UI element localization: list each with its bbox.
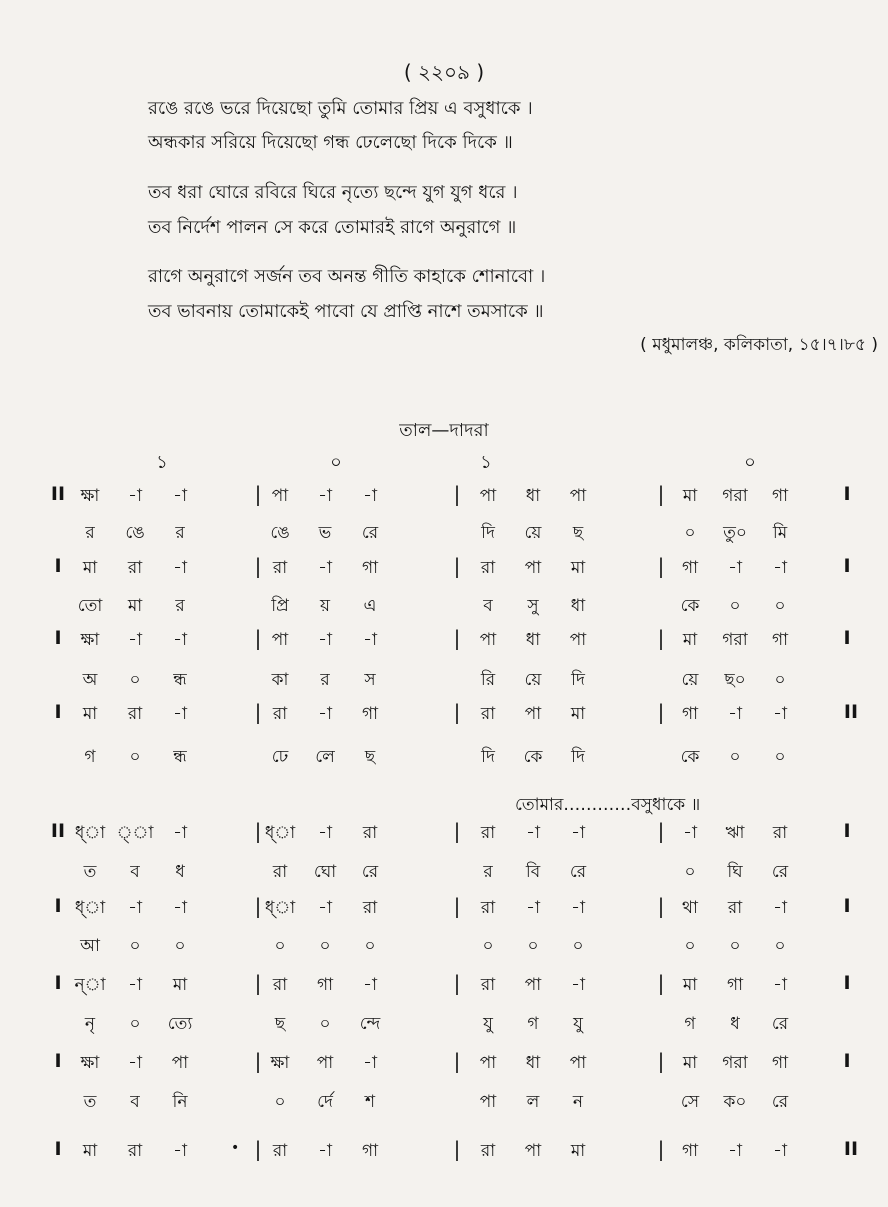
bar-line-start: II [50,820,66,842]
note-cell: ক্ষা [80,1053,100,1073]
lyric-syllable: ০ [174,936,186,956]
beat-separator: | [453,1049,461,1073]
note-cell: -া [571,898,585,918]
note-cell: মা [82,1141,98,1161]
lyric-syllable: ন্দে [359,1014,381,1034]
beat-mark: ০ [330,452,342,473]
beat-separator: | [453,554,461,578]
note-cell: -া [318,898,332,918]
note-cell: ঋা [725,823,745,843]
note-cell: রা [480,1141,496,1161]
note-cell: গা [681,558,699,578]
lyric-syllable: তো [77,596,103,616]
lyric-syllable: লে [315,747,335,767]
lyric-syllable: ঙে [270,523,290,543]
lyric-syllable: মা [127,596,143,616]
lyric-syllable: ধ [730,1014,740,1034]
bar-line-end: I [843,483,851,505]
lyric-syllable: ল [526,1092,540,1112]
note-cell: পা [479,1053,497,1073]
note-cell: ক্ষা [270,1053,290,1073]
lyric-syllable: পা [479,1092,497,1112]
page-number: ( ২২০৯ ) [403,60,485,84]
lyric-syllable: যু [483,1014,493,1034]
lyric-syllable: ০ [319,936,331,956]
bar-line-end: I [843,1050,851,1072]
lyric-syllable: য়ে [524,670,542,690]
note-cell: -া [571,975,585,995]
tala-heading: তাল—দাদরা [399,420,489,441]
lyric-syllable: র্দে [317,1092,333,1112]
bar-line-end: I [843,555,851,577]
bar-line-end: II [843,1138,859,1160]
lyric-syllable: সে [680,1092,700,1112]
note-cell: মা [682,975,698,995]
note-cell: ক্ষা [80,630,100,650]
lyric-syllable: নৃ [84,1014,96,1034]
note-cell: ধ্া [74,823,106,843]
note-cell: পা [316,1053,334,1073]
lyric-line-3: তব ধরা ঘোরে রবিরে ঘিরে নৃত্যে ছন্দে যুগ যুগ ধরে । [148,182,518,203]
lyric-syllable: মি [772,523,788,543]
note-cell: -া [318,704,332,724]
lyric-syllable: র [175,596,185,616]
bar-line-end: I [843,627,851,649]
lyric-syllable: ছ০ [724,670,746,690]
note-cell: পা [171,1053,189,1073]
beat-separator: | [254,626,262,650]
beat-mark: ১ [480,452,492,473]
note-cell: রা [127,704,143,724]
lyric-syllable: গ [684,1014,696,1034]
note-cell: মা [682,630,698,650]
lyric-syllable: ০ [482,936,494,956]
lyric-syllable: স [364,670,376,690]
lyric-syllable: ০ [774,747,786,767]
beat-separator: | [254,482,262,506]
beat-separator: | [453,482,461,506]
beat-separator: | [657,626,665,650]
note-cell: গা [771,630,789,650]
note-cell: গরা [722,1053,748,1073]
lyric-syllable: রি [480,670,496,690]
note-cell: -া [363,1053,377,1073]
lyric-syllable: বি [525,862,541,882]
bar-line-start: II [50,483,66,505]
note-cell: রা [727,898,743,918]
note-cell: রা [772,823,788,843]
note-cell: -া [728,704,742,724]
lyric-syllable: ত্যে [167,1014,193,1034]
refrain-marker: তোমার…………বসুধাকে ॥ [515,795,701,815]
note-cell: গা [681,1141,699,1161]
note-cell: মা [682,486,698,506]
note-cell: ন্া [74,975,106,995]
lyric-syllable: য় [319,596,330,616]
lyric-syllable: র [85,523,95,543]
lyric-syllable: ছ [572,523,584,543]
lyric-syllable: যু [573,1014,583,1034]
note-cell: পা [569,1053,587,1073]
beat-separator: | [254,700,262,724]
note-cell: -া [318,823,332,843]
source-citation: ( মধুমালঞ্চ, কলিকাতা, ১৫।৭।৮৫ ) [640,335,878,355]
beat-separator: | [657,971,665,995]
bar-line-start: I [54,1138,62,1160]
lyric-syllable: ০ [129,670,141,690]
note-cell: রা [480,823,496,843]
note-cell: গা [361,704,379,724]
note-cell: -া [773,558,787,578]
lyric-syllable: রে [361,523,379,543]
beat-mark: ০ [744,452,756,473]
lyric-line-5: রাগে অনুরাগে সর্জন তব অনন্ত গীতি কাহাকে শোনাবো । [148,266,546,287]
lyric-syllable: ০ [729,936,741,956]
lyric-syllable: ০ [129,1014,141,1034]
note-cell: রা [272,558,288,578]
note-cell: গরা [722,486,748,506]
beat-separator: | [657,482,665,506]
note-cell: গা [316,975,334,995]
beat-separator: | [453,894,461,918]
note-cell: রা [272,1141,288,1161]
note-cell: ধা [525,486,541,506]
beat-separator: | [254,1049,262,1073]
beat-separator: | [657,554,665,578]
lyric-syllable: ০ [684,862,696,882]
note-cell: -া [318,558,332,578]
note-cell: -া [318,630,332,650]
note-cell: পা [524,558,542,578]
lyric-syllable: ০ [774,596,786,616]
note-cell: -া [773,975,787,995]
lyric-syllable: দি [481,747,495,767]
note-cell: ্া [116,823,154,843]
note-cell: মা [172,975,188,995]
lyric-syllable: ০ [684,523,696,543]
bar-line-end: I [843,972,851,994]
lyric-syllable: ব [130,862,140,882]
note-cell: -া [173,486,187,506]
lyric-syllable: তু০ [723,523,747,543]
note-cell: -া [363,630,377,650]
note-cell: -া [173,823,187,843]
note-cell: মা [570,704,586,724]
lyric-syllable: ০ [129,747,141,767]
lyric-syllable: আ [80,936,100,956]
beat-mark: ১ [156,452,168,473]
lyric-syllable: ব [130,1092,140,1112]
note-cell: -া [571,823,585,843]
beat-separator: | [453,819,461,843]
lyric-syllable: য়ে [524,523,542,543]
note-cell: গা [681,704,699,724]
note-cell: রা [480,558,496,578]
note-cell: -া [173,630,187,650]
lyric-syllable: শ [364,1092,376,1112]
lyric-syllable: অ [82,670,98,690]
note-cell: -া [173,558,187,578]
lyric-syllable: ০ [729,747,741,767]
beat-separator: | [453,626,461,650]
beat-separator: | [254,819,262,843]
beat-separator: | [254,554,262,578]
lyric-syllable: দি [571,670,585,690]
lyric-syllable: রে [771,1014,789,1034]
lyric-line-1: রঙে রঙে ভরে দিয়েছো তুমি তোমার প্রিয় এ বসুধাকে । [148,98,533,119]
note-cell: -া [683,823,697,843]
lyric-syllable: কে [680,596,700,616]
bar-line-end: II [843,701,859,723]
lyric-syllable: ত [83,1092,97,1112]
lyric-syllable: সু [527,596,539,616]
note-cell: গা [771,1053,789,1073]
bar-line-start: I [54,701,62,723]
beat-separator: | [453,700,461,724]
lyric-syllable: রে [361,862,379,882]
lyric-syllable: ক০ [723,1092,747,1112]
lyric-syllable: ০ [364,936,376,956]
note-cell: পা [271,630,289,650]
note-cell: রা [480,704,496,724]
note-cell: -া [526,823,540,843]
lyric-syllable: ০ [274,1092,286,1112]
lyric-syllable: র [320,670,330,690]
bar-line-end: I [843,820,851,842]
lyric-syllable: ০ [729,596,741,616]
note-cell: রা [480,975,496,995]
lyric-syllable: রা [272,862,288,882]
note-cell: ধ্া [74,898,106,918]
lyric-syllable: ০ [572,936,584,956]
note-cell: -া [773,898,787,918]
lyric-syllable: ধ [175,862,185,882]
note-cell: রা [272,704,288,724]
bar-line-start: I [54,555,62,577]
note-cell: পা [271,486,289,506]
lyric-syllable: ঢে [271,747,289,767]
bar-line-start: I [54,1050,62,1072]
note-cell: -া [728,1141,742,1161]
note-cell: ধ্া [264,823,296,843]
lyric-syllable: ধা [570,596,586,616]
note-cell: -া [128,630,142,650]
note-cell: -া [526,898,540,918]
lyric-syllable: ঘি [727,862,743,882]
note-cell: -া [318,1141,332,1161]
note-cell: রা [362,898,378,918]
lyric-syllable: গ [527,1014,539,1034]
note-cell: পা [524,704,542,724]
lyric-syllable: ০ [274,936,286,956]
bar-line-start: I [54,627,62,649]
note-cell: পা [479,630,497,650]
lyric-syllable: দি [481,523,495,543]
beat-separator: | [657,1137,665,1161]
lyric-syllable: প্রি [271,596,289,616]
note-cell: ধ্া [264,898,296,918]
lyric-syllable: কে [680,747,700,767]
note-cell: -া [363,486,377,506]
note-cell: রা [127,1141,143,1161]
lyric-syllable: এ [363,596,377,616]
lyric-syllable: ন্ধ [173,747,187,767]
stray-mark: • [231,1140,240,1156]
bar-line-start: I [54,895,62,917]
beat-separator: | [254,971,262,995]
note-cell: -া [173,898,187,918]
beat-separator: | [657,1049,665,1073]
lyric-syllable: র [175,523,185,543]
bar-line-end: I [843,895,851,917]
lyric-line-2: অন্ধকার সরিয়ে দিয়েছো গন্ধ ঢেলেছো দিকে দিকে ॥ [148,132,513,153]
note-cell: পা [524,1141,542,1161]
beat-separator: | [453,1137,461,1161]
note-cell: -া [773,1141,787,1161]
beat-separator: | [657,894,665,918]
note-cell: গা [361,1141,379,1161]
lyric-syllable: ঘো [313,862,337,882]
lyric-syllable: নি [172,1092,188,1112]
lyric-syllable: ঙে [125,523,145,543]
lyric-syllable: ০ [129,936,141,956]
beat-separator: | [254,894,262,918]
lyric-line-6: তব ভাবনায় তোমাকেই পাবো যে প্রাপ্তি নাশে তমসাকে ॥ [148,301,544,322]
note-cell: -া [128,1053,142,1073]
lyric-syllable: য়ে [681,670,699,690]
note-cell: পা [569,486,587,506]
beat-separator: | [657,700,665,724]
note-cell: -া [728,558,742,578]
lyric-syllable: ভ [318,523,332,543]
lyric-syllable: ০ [774,670,786,690]
note-cell: রা [127,558,143,578]
note-cell: মা [570,558,586,578]
lyric-syllable: ছ [274,1014,286,1034]
note-cell: ক্ষা [80,486,100,506]
lyric-syllable: কা [271,670,289,690]
bar-line-start: I [54,972,62,994]
note-cell: মা [82,558,98,578]
lyric-syllable: ০ [319,1014,331,1034]
beat-separator: | [254,1137,262,1161]
lyric-syllable: ত [83,862,97,882]
lyric-syllable: ছ [364,747,376,767]
note-cell: -া [318,486,332,506]
lyric-syllable: ০ [527,936,539,956]
lyric-syllable: রে [771,862,789,882]
lyric-syllable: গ [84,747,96,767]
note-cell: মা [682,1053,698,1073]
note-cell: গা [726,975,744,995]
lyric-syllable: র [483,862,493,882]
note-cell: -া [173,704,187,724]
note-cell: -া [363,975,377,995]
note-cell: মা [82,704,98,724]
note-cell: গরা [722,630,748,650]
note-cell: থা [682,898,698,918]
note-cell: রা [272,975,288,995]
note-cell: মা [570,1141,586,1161]
lyric-syllable: ০ [684,936,696,956]
lyric-syllable: ০ [774,936,786,956]
lyric-syllable: ব [483,596,493,616]
note-cell: -া [173,1141,187,1161]
note-cell: -া [128,898,142,918]
note-cell: রা [362,823,378,843]
lyric-syllable: ন্ধ [173,670,187,690]
beat-separator: | [453,971,461,995]
lyric-syllable: রে [569,862,587,882]
note-cell: পা [569,630,587,650]
lyric-line-4: তব নির্দেশ পালন সে করে তোমারই রাগে অনুরাগে ॥ [148,217,517,238]
note-cell: -া [128,975,142,995]
note-cell: গা [771,486,789,506]
note-cell: রা [480,898,496,918]
note-cell: পা [524,975,542,995]
beat-separator: | [657,819,665,843]
note-cell: গা [361,558,379,578]
note-cell: পা [479,486,497,506]
note-cell: ধা [525,630,541,650]
note-cell: ধা [525,1053,541,1073]
lyric-syllable: ন [572,1092,584,1112]
lyric-syllable: কে [523,747,543,767]
lyric-syllable: রে [771,1092,789,1112]
note-cell: -া [773,704,787,724]
lyric-syllable: দি [571,747,585,767]
note-cell: -া [128,486,142,506]
